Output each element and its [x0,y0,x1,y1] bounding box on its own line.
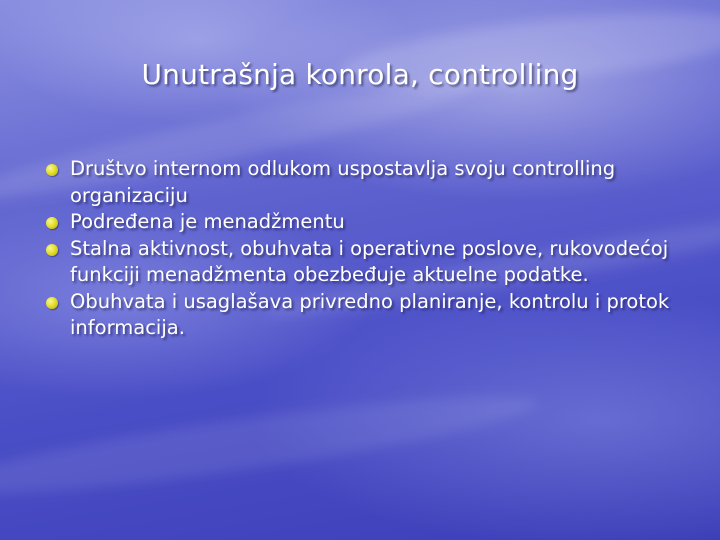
bullet-icon [46,164,58,176]
bullet-list [46,156,686,342]
bullet-item [46,209,686,236]
bullet-text: Društvo internom odlukom uspostavlja svoju controlling organizaciju [70,157,616,207]
bullet-text: Obuhvata i usaglašava privredno planiranje, kontrolu i protok informacija. [70,289,670,339]
background-streak [0,378,541,511]
bullet-text: Stalna aktivnost, obuhvata i operativne poslove, rukovodećoj funkciji menadžmenta obezbeđuje aktuelne podatke. [70,236,669,286]
bullet-icon [46,244,58,256]
bullet-icon [46,217,58,229]
bullet-item [46,289,686,342]
bullet-text: Podređena je menadžmentu [70,210,345,233]
bullet-icon [46,297,58,309]
bullet-item [46,236,686,289]
bullet-item [46,156,686,209]
slide-title: Unutrašnja konrola, controlling [141,58,579,91]
